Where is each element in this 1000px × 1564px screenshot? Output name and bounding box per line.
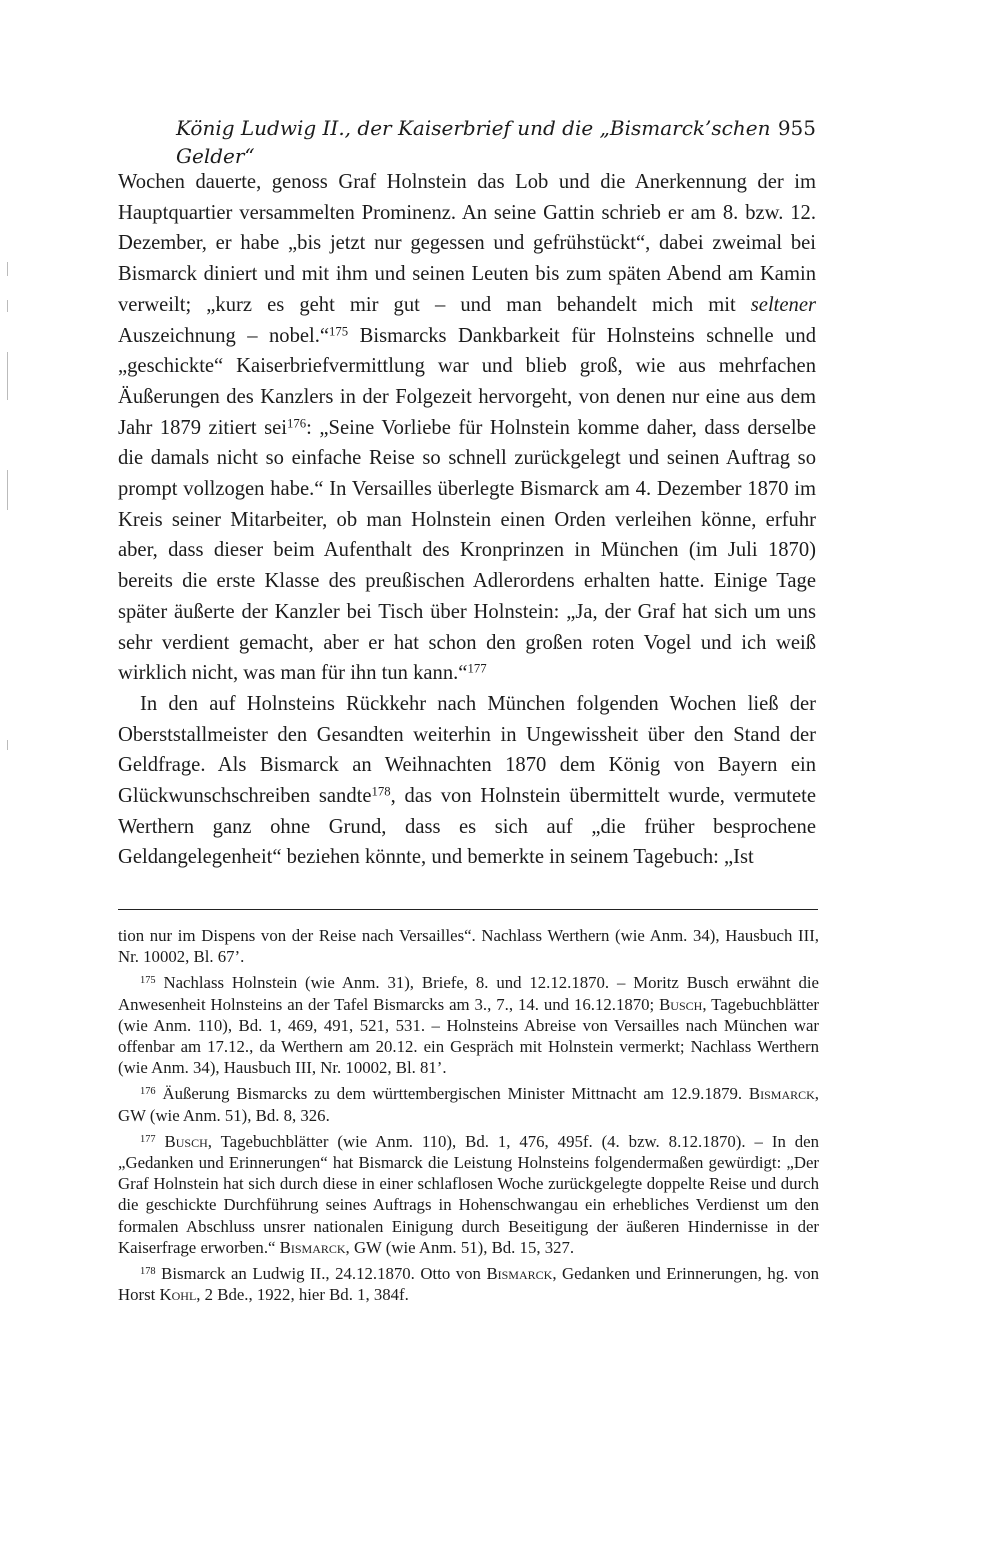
main-text (118, 167, 816, 873)
page-number: 955 (777, 116, 816, 140)
footnote-ref[interactable]: 175 (329, 324, 349, 339)
footnote-number: 176 (140, 1086, 156, 1098)
paragraph-2 (118, 689, 816, 873)
text-run: , das von Holnstein übermittelt wurde, vermutete Werthern ganz ohne Grund, dass es sich auf „die früher besprochene Geldangelegenheit“ beziehen könnte, und bemerkte in seinem Tagebuch: „Ist (118, 785, 816, 869)
author-name: Bismarck (748, 1084, 815, 1104)
author-name: Bismarck (486, 1264, 553, 1284)
text-run: Wochen dauerte, genoss Graf Holnstein das Lob und die Anerkennung der im Hauptquartier versammelten Prominenz. An seine Gattin schrieb er am 8. bzw. 12. Dezember, er habe „bis jetzt nur gegessen und gefrühstückt“, dabei zweimal bei Bismarck diniert und mit ihm und seinen Leuten bis zum späten Abend am Kamin verweilt; „kurz es geht mir gut – und man behandelt mich mit (118, 171, 816, 316)
text-run: Nachlass Holnstein (wie Anm. 31), Briefe, 8. und 12.12.1870. – Moritz Busch erwähnt die Anwesenheit Holnsteins an der Tafel Bismarcks am 3., 7., 14. und 16.12.1870; (118, 973, 819, 1014)
text-run: , GW (wie Anm. 51), Bd. 8, 326. (118, 1084, 819, 1125)
emphasis: seltener (750, 293, 816, 316)
text-run: Auszeichnung – nobel.“ (118, 324, 330, 347)
footnote-number: 178 (140, 1265, 156, 1277)
paragraph-1 (118, 167, 816, 689)
footnote-separator (118, 909, 818, 910)
text-run: Bismarck an Ludwig II., 24.12.1870. Otto von (155, 1264, 487, 1284)
footnote-ref[interactable]: 177 (467, 661, 487, 676)
editor-name: Kohl (159, 1285, 197, 1305)
text-run: , 2 Bde., 1922, hier Bd. 1, 384f. (196, 1285, 409, 1305)
text-run: In den auf Holnsteins Rückkehr nach München folgenden Wochen ließ der Oberststallmeister den Gesandten weiterhin in Ungewissheit über den Stand der Geldfrage. Als Bismarck an Weihnachten 1870 dem König von Bayern ein Glückwunschschreiben sandte (118, 692, 816, 808)
footnote-ref[interactable]: 178 (371, 784, 391, 799)
scan-margin-marks (0, 0, 20, 1564)
text-run: , GW (wie Anm. 51), Bd. 15, 327. (345, 1237, 575, 1257)
footnote-continuation: tion nur im Dispens von der Reise nach Versailles“. Nachlass Werthern (wie Anm. 34), Hausbuch III, Nr. 10002, Bl. 67’. (118, 926, 819, 967)
footnote-ref[interactable]: 176 (286, 416, 307, 431)
footnotes (118, 925, 819, 1305)
text-run: : „Seine Vorliebe für Holnstein komme daher, dass derselbe die damals nicht so einfache Reise so schnell zurückgelegt und seinen Auftrag so prompt vollzogen habe.“ In Versailles überlegte Bismarck am 4. Dezember 1870 im Kreis seiner Mitarbeiter, ob man Holnstein einen Orden verleihen könne, erfuhr aber, dass dieser beim Aufenthalt des Kronprinzen in München (im Juli 1870) bereits die erste Klasse des preußischen Adlerordens erhalten hatte. Einige Tage später äußerte der Kanzler bei Tisch über Holnstein: „Ja, der Graf hat sich um uns sehr verdient gemacht, aber er hat schon den großen roten Vogel und ich weiß wirklich nicht, was man für ihn tun kann.“ (118, 416, 816, 685)
author-name: Busch (164, 1131, 208, 1151)
text-run: , Gedanken und Erinnerungen, hg. von Horst (118, 1264, 819, 1305)
author-name: Bismarck (279, 1237, 346, 1257)
text-run: , Tagebuchblätter (wie Anm. 110), Bd. 1, 476, 495f. (4. bzw. 8.12.1870). – In den „Gedanken und Erinnerungen“ hat Bismarck die Leistung Holnsteins folgendermaßen gewürdigt: „Der Graf Holnstein hat sich durch diese in einer schlaflosen Woche zurückgelegte doppelte Reise und durch die geschickte Durchführung seines Auftrags in Hohenschwangau ein erhebliches Verdienst um den formalen Abschluss unsrer nationalen Einigung durch Beseitigung der äußeren Hindernisse in der Kaiserfrage erworben.“ (118, 1131, 819, 1257)
footnote-177 (118, 1131, 819, 1258)
footnote-178 (118, 1263, 819, 1305)
running-title: König Ludwig II., der Kaiserbrief und die „Bismarck’schen Gelder“ (176, 116, 771, 168)
text-run: Äußerung Bismarcks zu dem württembergischen Minister Mittnacht am 12.9.1879. (155, 1084, 749, 1104)
footnote-175 (118, 972, 819, 1078)
author-name: Busch (659, 994, 703, 1014)
footnote-176 (118, 1083, 819, 1125)
footnote-number: 175 (140, 975, 156, 987)
footnote-number: 177 (140, 1133, 156, 1145)
text-run: , Tagebuchblätter (wie Anm. 110), Bd. 1, 469, 491, 521, 531. – Holnsteins Abreise von Versailles nach München war offenbar am 17.12., da Werthern am 20.12. ein Gespräch mit Holnstein vermerkt; Nachlass Werthern (wie Anm. 34), Hausbuch III, Nr. 10002, Bl. 81’. (118, 994, 819, 1078)
text-run: Bismarcks Dankbarkeit für Holnsteins schnelle und „geschickte“ Kaiserbriefvermittlung war und blieb groß, wie aus mehrfachen Äußerungen des Kanzlers in der Folgezeit hervorgeht, von denen nur eine aus dem Jahr 1879 zitiert sei (118, 324, 816, 439)
